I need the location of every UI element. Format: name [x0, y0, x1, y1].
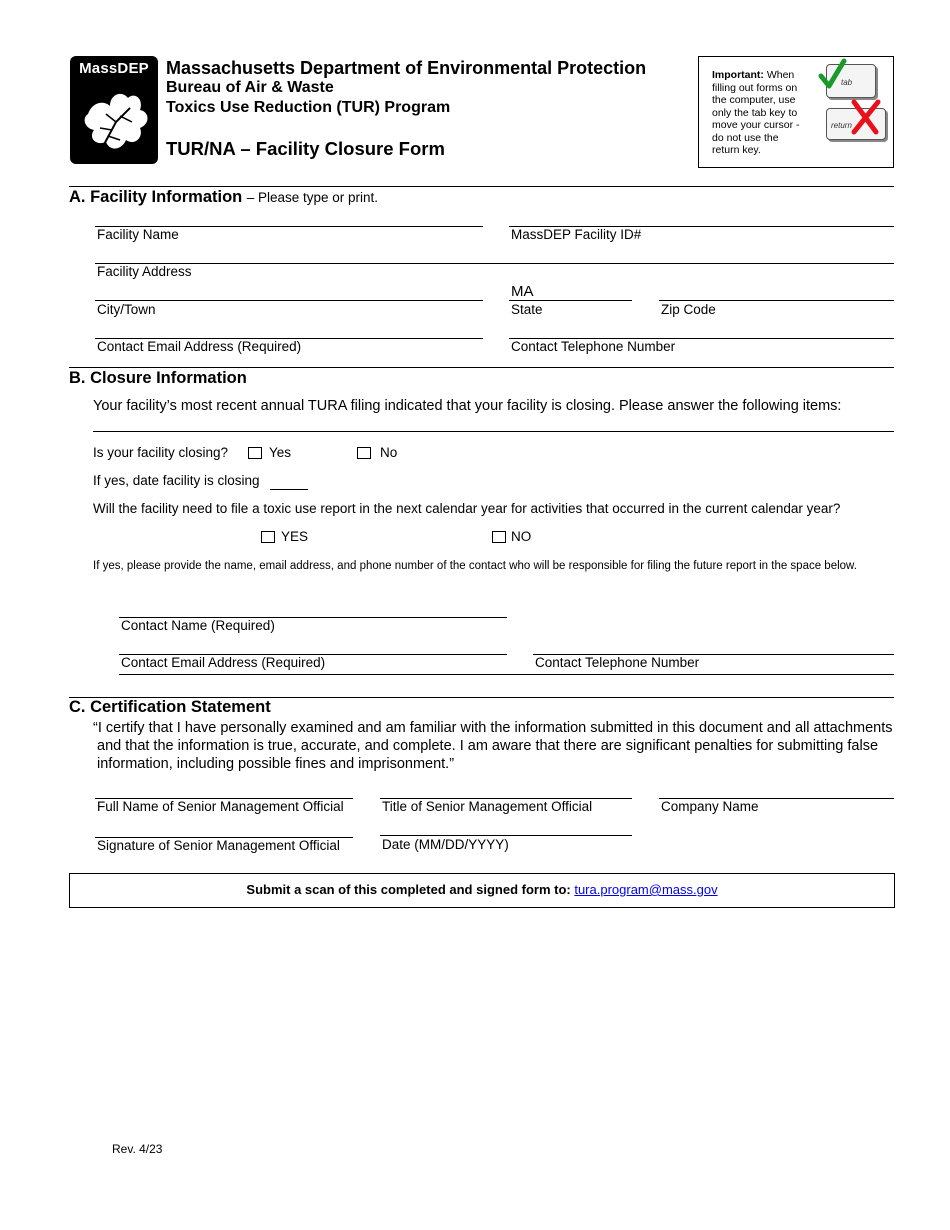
closing-no-checkbox[interactable]	[357, 447, 371, 459]
section-a-note: – Please type or print.	[246, 190, 379, 205]
section-b-heading: B. Closure Information	[69, 369, 247, 387]
facility-id-label: MassDEP Facility ID#	[511, 227, 642, 242]
contact-instructions: If yes, please provide the name, email address, and phone number of the contact who will be responsible for filing the future report in the space below.	[93, 560, 857, 572]
submit-email-link[interactable]: tura.program@mass.gov	[574, 882, 718, 897]
section-b-divider	[69, 367, 894, 368]
state-label: State	[511, 302, 543, 317]
official-title-label: Title of Senior Management Official	[382, 799, 593, 814]
closing-question: Is your facility closing?	[93, 445, 229, 460]
section-a-heading: A. Facility Information	[69, 188, 243, 206]
contact-email-label: Contact Email Address (Required)	[97, 339, 302, 354]
state-value[interactable]: MA	[511, 283, 534, 300]
return-key-label: return	[831, 121, 852, 130]
full-name-label: Full Name of Senior Management Official	[97, 799, 344, 814]
revision-label: Rev. 4/23	[112, 1142, 163, 1156]
tab-key-label: tab	[841, 78, 853, 87]
state-field[interactable]	[509, 300, 632, 301]
closing-yes-checkbox[interactable]	[248, 447, 262, 459]
city-town-field[interactable]	[95, 300, 483, 301]
closing-date-label: If yes, date facility is closing	[93, 473, 260, 488]
report-contact-name-label: Contact Name (Required)	[121, 618, 275, 633]
certification-statement: “I certify that I have personally examined and am familiar with the information submitted in this document and all attachments and that the information is true, accurate, and complete. I am aware that there are significant penalties for submitting false information, including possible fines and imprisonment.”	[93, 720, 893, 772]
section-c-heading: C. Certification Statement	[69, 698, 271, 716]
section-a-heading-row	[69, 188, 378, 207]
date-field[interactable]	[380, 835, 632, 836]
report-contact-phone-label: Contact Telephone Number	[535, 655, 700, 670]
report-question: Will the facility need to file a toxic use report in the next calendar year for activities that occurred in the current calendar year?	[93, 501, 841, 516]
submit-text: Submit a scan of this completed and signed form to:	[246, 882, 571, 897]
closing-date-field[interactable]	[270, 489, 308, 490]
zip-code-field[interactable]	[659, 300, 894, 301]
report-yes-label: YES	[281, 529, 309, 544]
report-yes-checkbox[interactable]	[261, 531, 275, 543]
company-name-label: Company Name	[661, 799, 759, 814]
report-no-label: NO	[511, 529, 532, 544]
closure-intro-underline	[93, 431, 894, 432]
report-contact-email-label: Contact Email Address (Required)	[121, 655, 326, 670]
report-no-checkbox[interactable]	[492, 531, 506, 543]
city-town-label: City/Town	[97, 302, 156, 317]
important-notice-text	[712, 69, 808, 157]
oak-leaf-icon	[70, 56, 158, 164]
massdep-logo	[70, 56, 158, 164]
facility-address-field[interactable]	[95, 263, 894, 264]
bureau-name: Bureau of Air & Waste	[166, 79, 334, 96]
form-title: TUR/NA – Facility Closure Form	[166, 138, 445, 159]
closing-yes-label: Yes	[269, 445, 292, 460]
closing-no-label: No	[380, 445, 398, 460]
important-label: Important:	[712, 69, 764, 81]
section-a-divider	[69, 186, 894, 187]
section-b-bottom-rule	[119, 674, 894, 675]
program-name: Toxics Use Reduction (TUR) Program	[166, 99, 451, 116]
closure-intro: Your facility’s most recent annual TURA filing indicated that your facility is closing. Please answer the following items:	[93, 398, 842, 414]
agency-name: Massachusetts Department of Environmental Protection	[166, 58, 647, 78]
checkmark-icon	[818, 58, 848, 92]
facility-address-label: Facility Address	[97, 264, 192, 279]
zip-code-label: Zip Code	[661, 302, 716, 317]
signature-label: Signature of Senior Management Official	[97, 838, 340, 853]
important-body: When filling out forms on the computer, use only the tab key to move your cursor - do not use the return key.	[712, 69, 800, 156]
logo-text: MassDEP	[79, 60, 149, 77]
submit-instructions	[69, 882, 895, 897]
red-x-icon	[848, 98, 882, 136]
contact-phone-label: Contact Telephone Number	[511, 339, 676, 354]
facility-name-label: Facility Name	[97, 227, 179, 242]
date-label: Date (MM/DD/YYYY)	[382, 837, 509, 852]
